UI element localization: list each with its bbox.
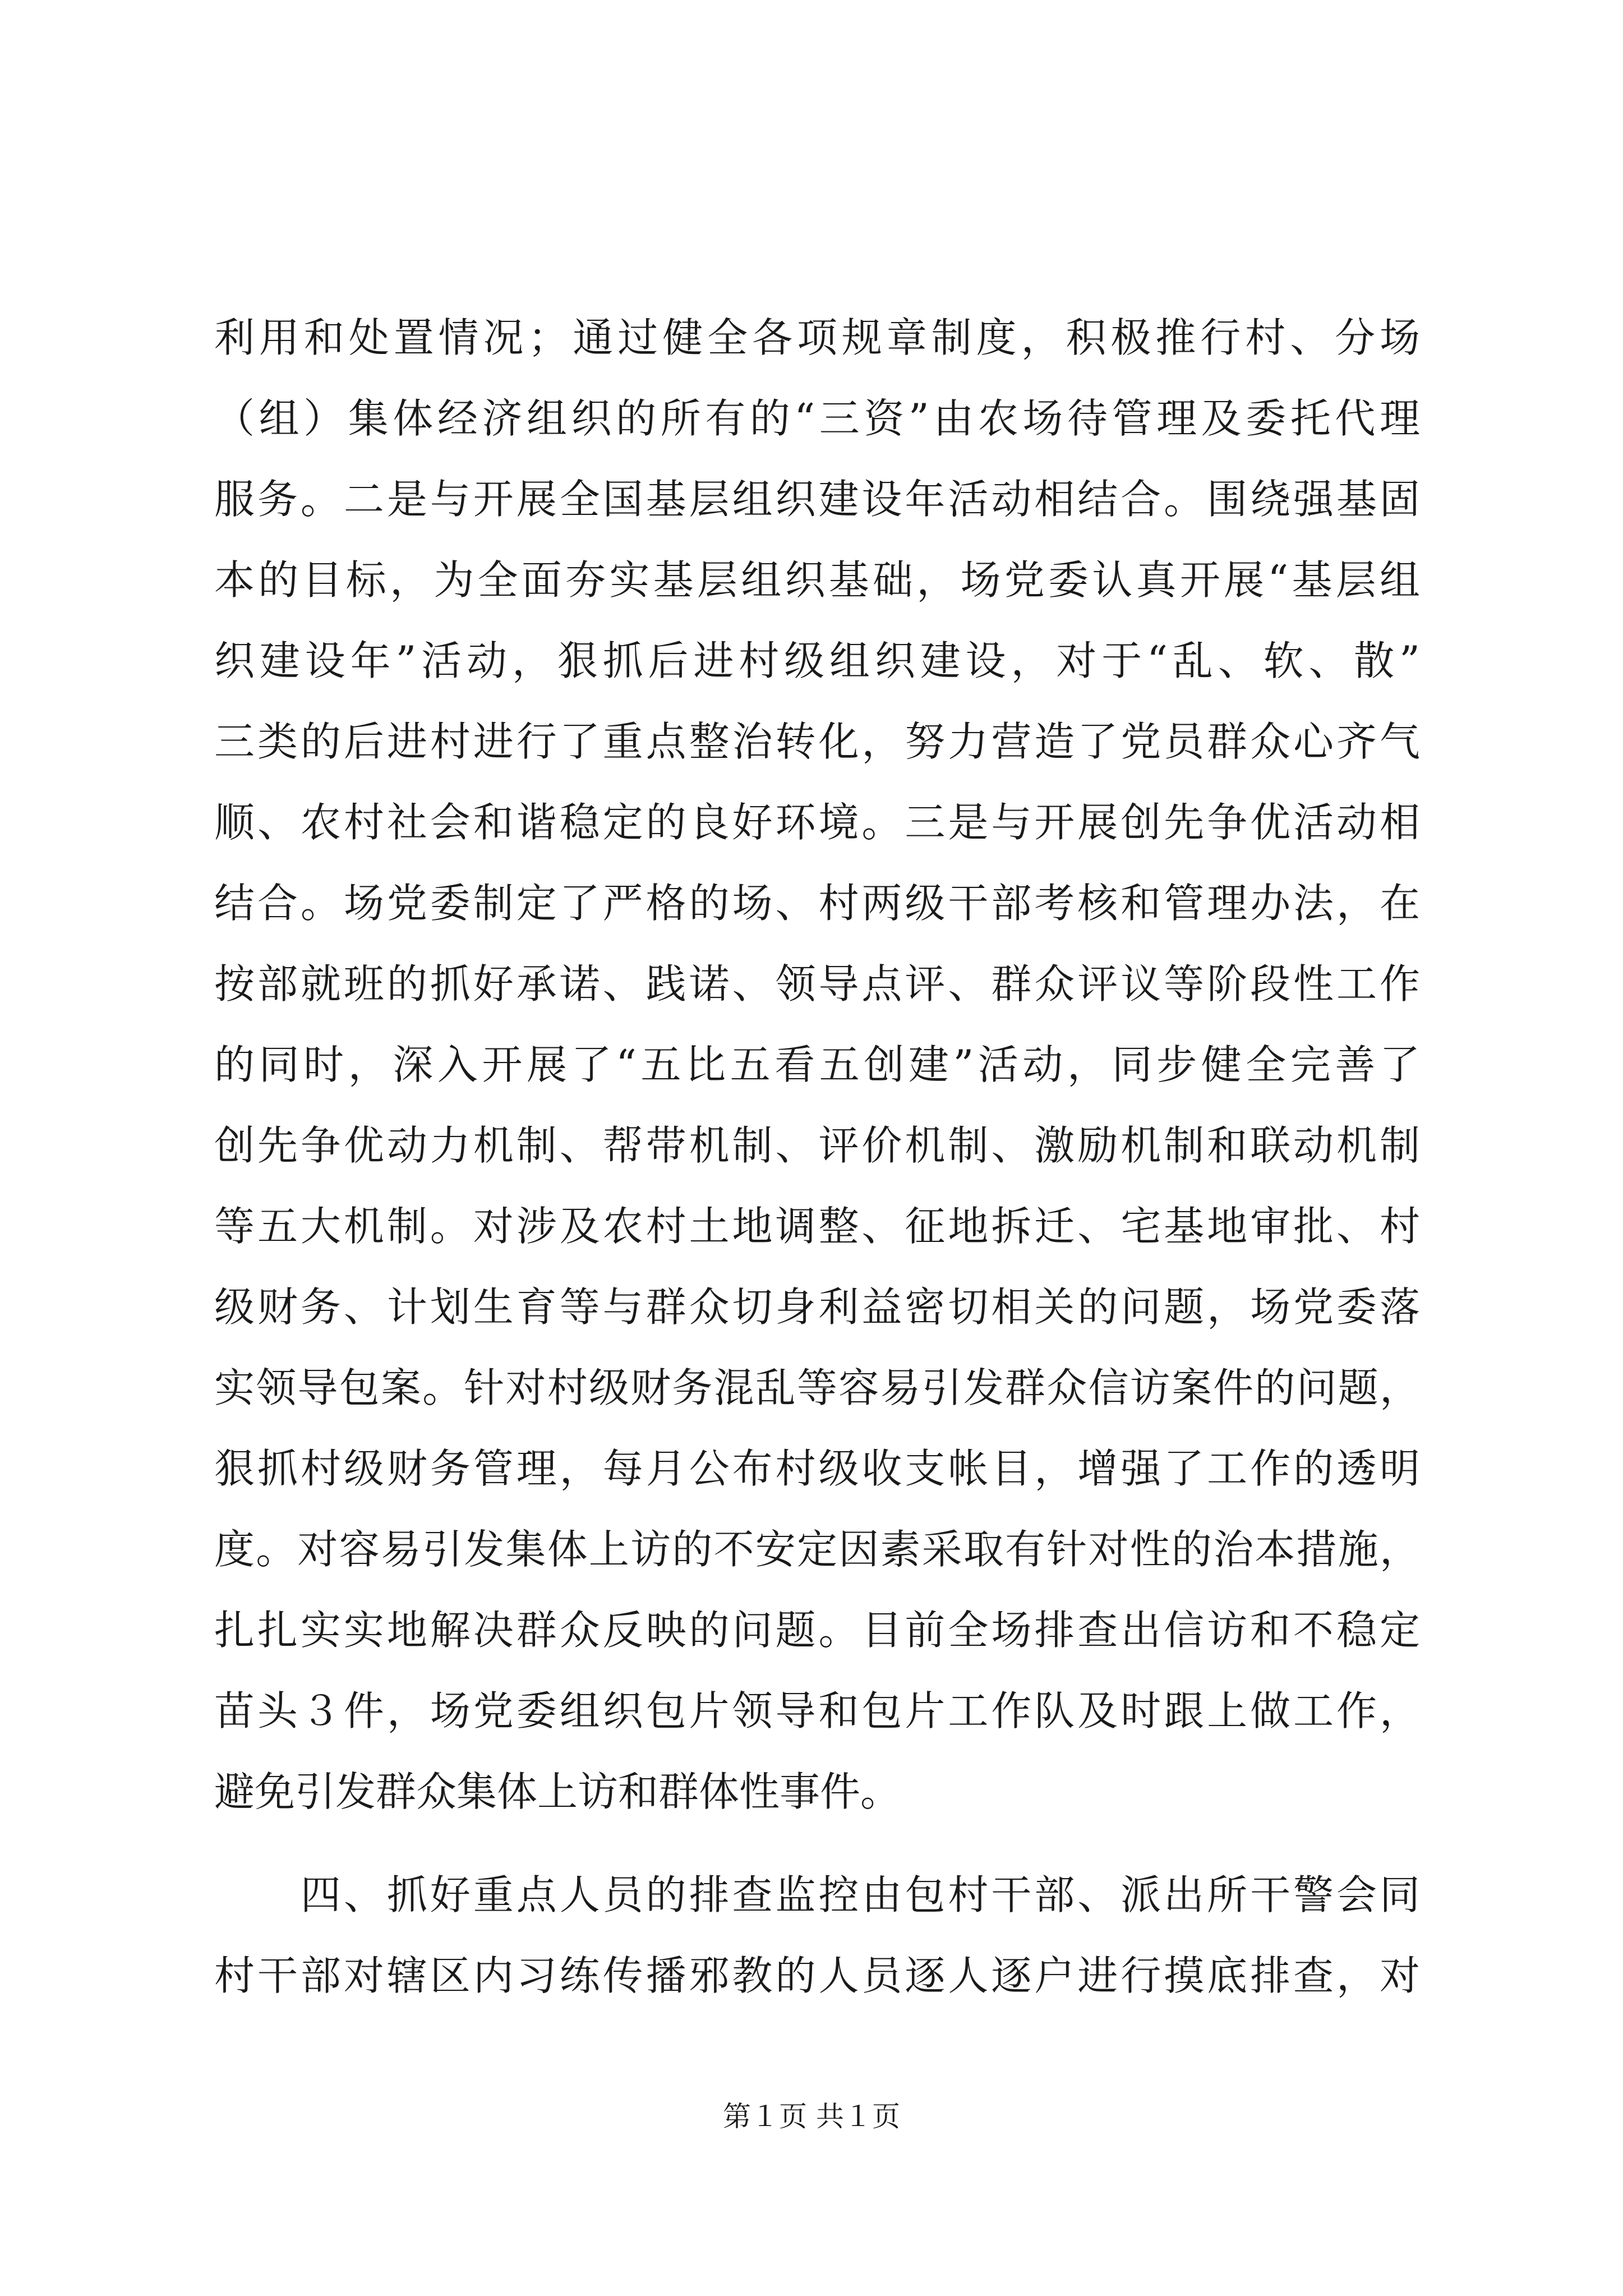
text-line: 扎扎实实地解决群众反映的问题。目前全场排查出信访和不稳定 — [214, 1607, 1420, 1654]
text-line: 结合。场党委制定了严格的场、村两级干部考核和管理办法，在 — [214, 880, 1420, 927]
text-line: 利用和处置情况；通过健全各项规章制度，积极推行村、分场 — [214, 314, 1420, 361]
paragraph — [214, 1855, 1420, 2016]
paragraph-gap — [214, 1832, 1420, 1855]
document-body — [214, 297, 1420, 2016]
text-line: 级财务、计划生育等与群众切身利益密切相关的问题，场党委落 — [214, 1283, 1420, 1331]
text-line: （组）集体经济组织的所有的“三资”由农场待管理及委托代理 — [214, 395, 1420, 442]
text-line: 织建设年”活动，狠抓后进村级组织建设，对于“乱、软、散” — [214, 637, 1420, 684]
text-line: 等五大机制。对涉及农村土地调整、征地拆迁、宅基地审批、村 — [214, 1203, 1420, 1250]
paragraph — [214, 297, 1420, 1832]
text-line: 按部就班的抓好承诺、践诺、领导点评、群众评议等阶段性工作 — [214, 960, 1420, 1007]
text-line: 服务。二是与开展全国基层组织建设年活动相结合。围绕强基固 — [214, 476, 1420, 523]
text-line: 村干部对辖区内习练传播邪教的人员逐人逐户进行摸底排查，对 — [214, 1952, 1420, 1999]
text-line: 本的目标，为全面夯实基层组织基础，场党委认真开展“基层组 — [214, 556, 1420, 604]
text-line: 度。对容易引发集体上访的不安定因素采取有针对性的治本措施， — [214, 1526, 1420, 1573]
text-line: 顺、农村社会和谐稳定的良好环境。三是与开展创先争优活动相 — [214, 799, 1420, 846]
text-line: 的同时，深入开展了“五比五看五创建”活动，同步健全完善了 — [214, 1041, 1420, 1088]
text-line: 四、抓好重点人员的排查监控由包村干部、派出所干警会同 — [214, 1871, 1420, 1918]
text-line: 避免引发群众集体上访和群体性事件。 — [214, 1768, 901, 1815]
text-line: 三类的后进村进行了重点整治转化，努力营造了党员群众心齐气 — [214, 718, 1420, 765]
text-line: 实领导包案。针对村级财务混乱等容易引发群众信访案件的问题， — [214, 1364, 1420, 1411]
text-line: 苗头３件，场党委组织包片领导和包片工作队及时跟上做工作， — [214, 1687, 1420, 1734]
page-number-footer: 第１页 共１页 — [723, 2100, 900, 2133]
text-line: 创先争优动力机制、帮带机制、评价机制、激励机制和联动机制 — [214, 1122, 1420, 1169]
text-line: 狠抓村级财务管理，每月公布村级收支帐目，增强了工作的透明 — [214, 1445, 1420, 1492]
